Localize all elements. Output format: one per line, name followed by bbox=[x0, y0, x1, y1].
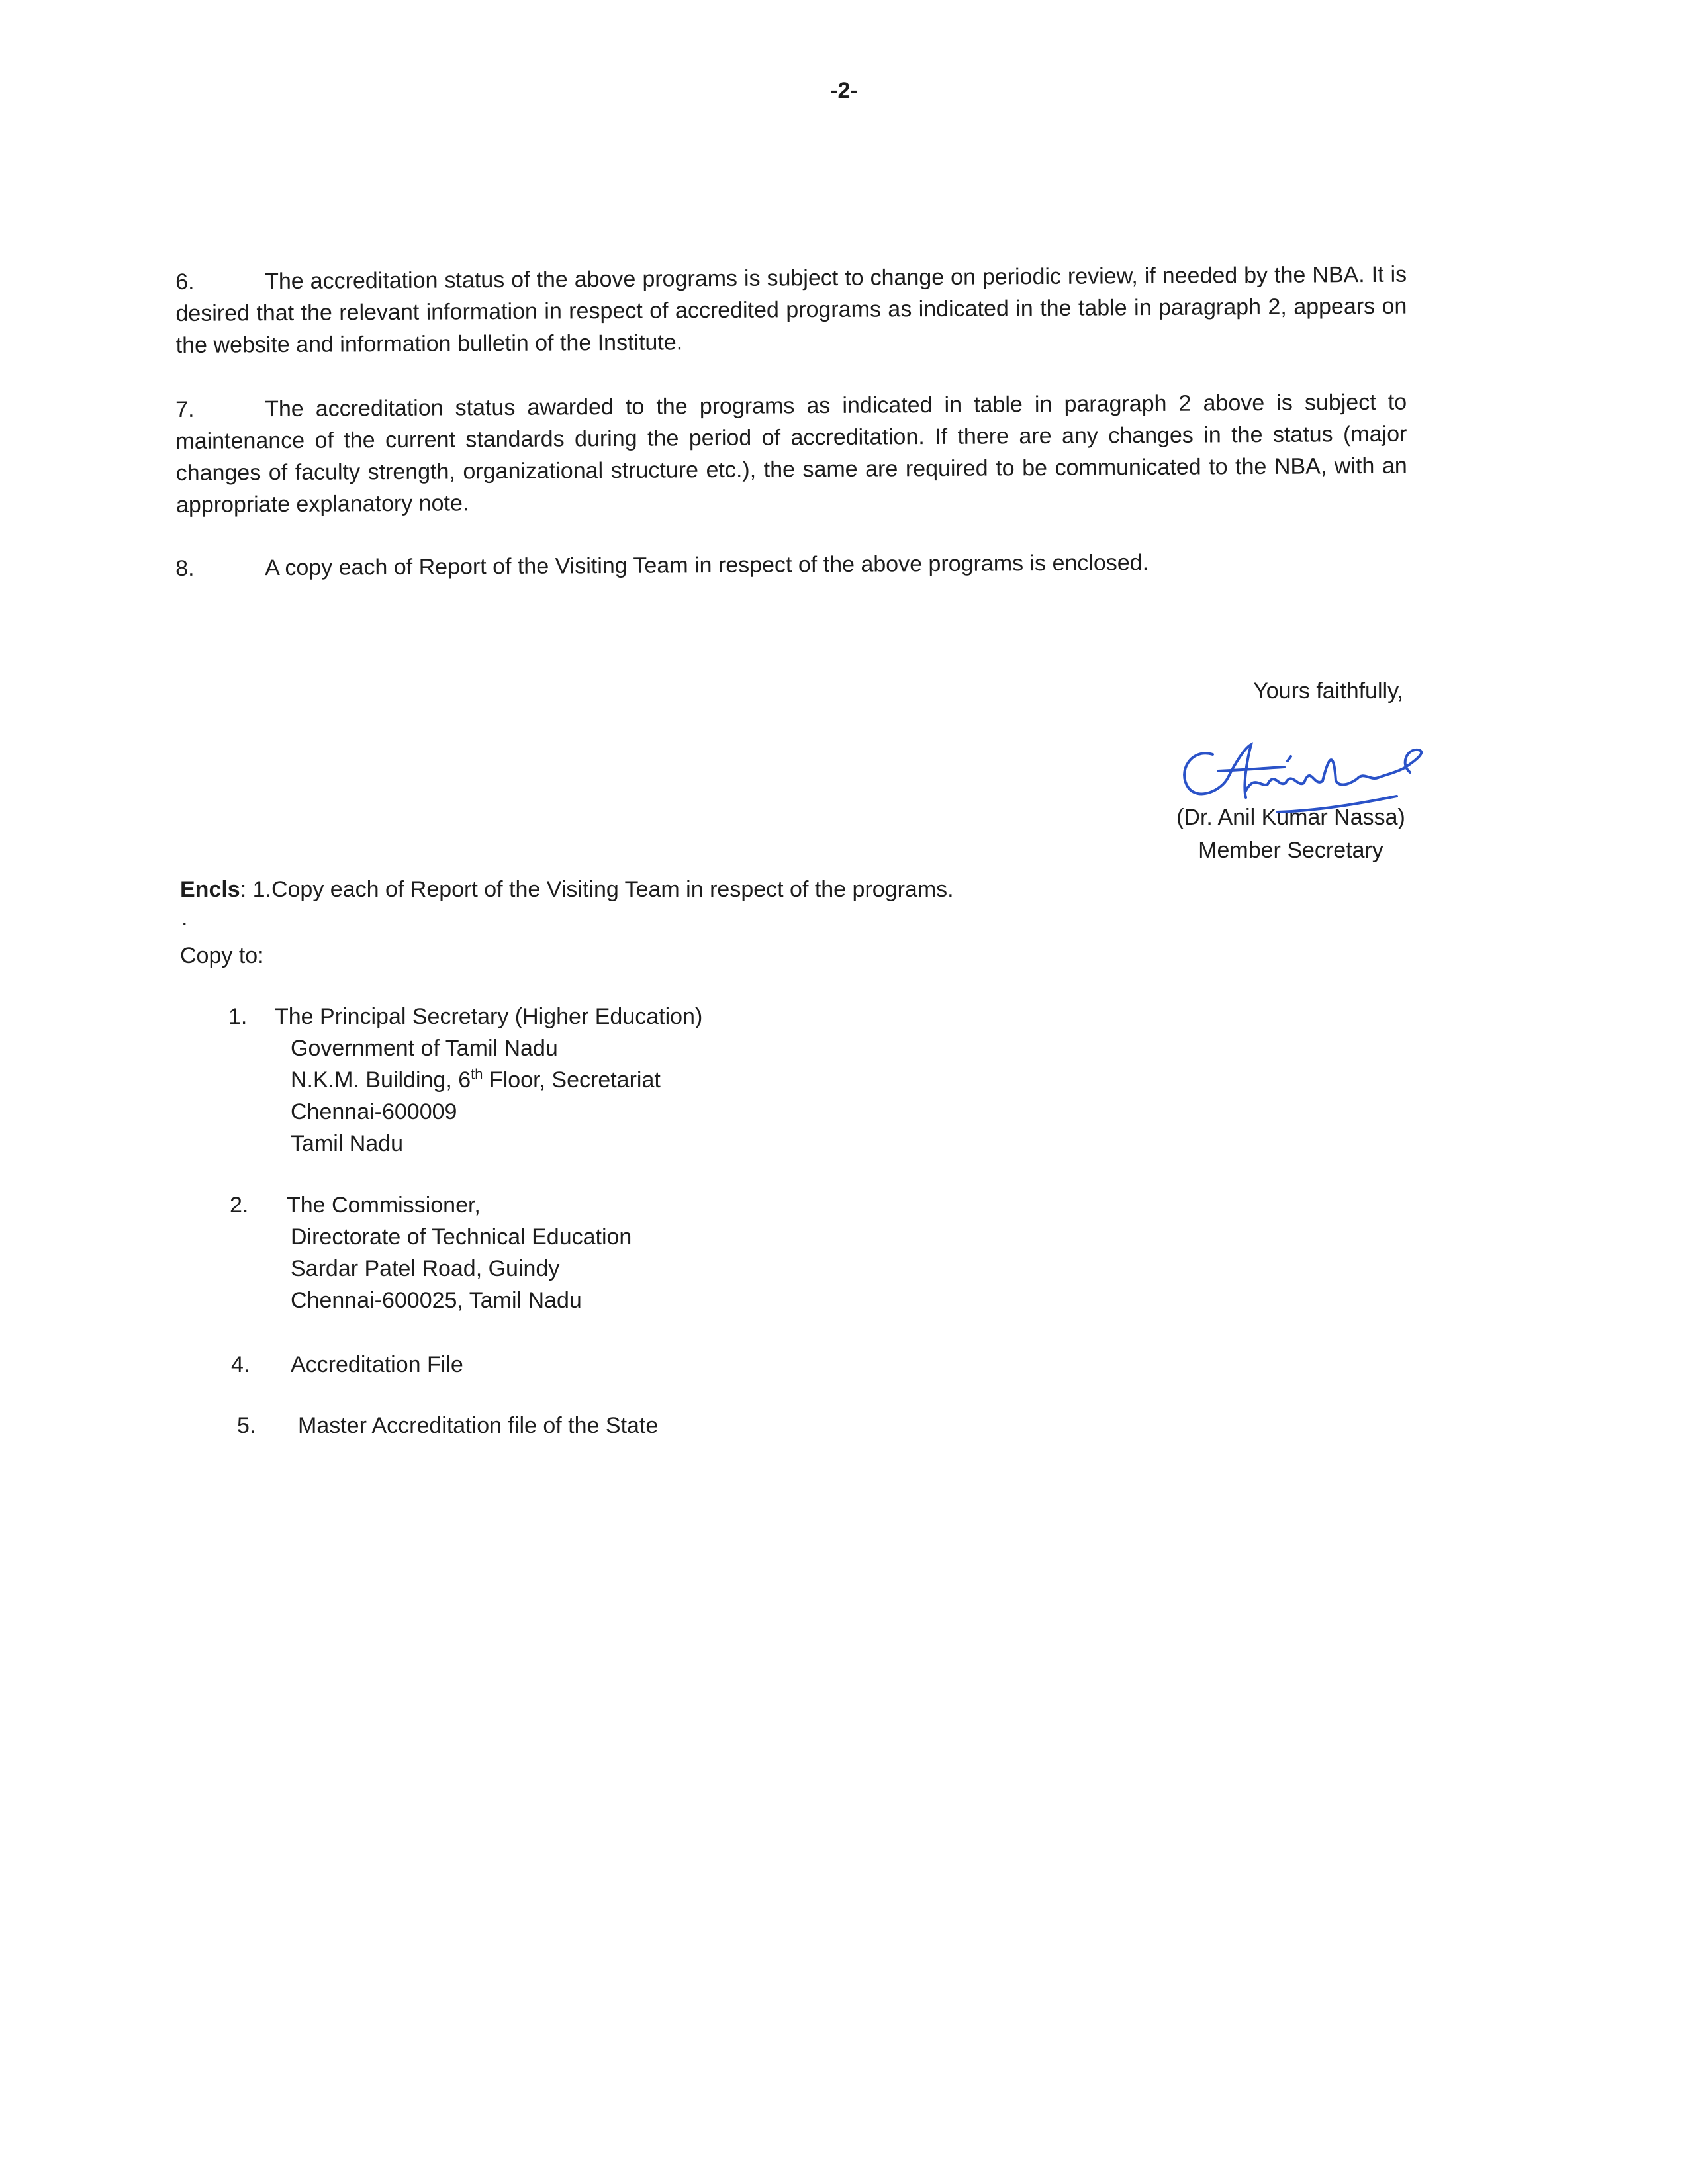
stray-mark: . bbox=[181, 905, 188, 931]
signatory-designation: Member Secretary bbox=[1198, 838, 1383, 863]
copy-to-item-number: 5. bbox=[237, 1413, 256, 1438]
copy-to-item-line: Chennai-600009 bbox=[291, 1099, 457, 1124]
copy-to-item-line: Sardar Patel Road, Guindy bbox=[291, 1256, 560, 1281]
copy-to-item-line: The Commissioner, bbox=[287, 1193, 481, 1218]
paragraph-8 bbox=[175, 545, 1407, 584]
paragraph-7 bbox=[175, 387, 1407, 521]
copy-to-label: Copy to: bbox=[180, 943, 264, 968]
paragraph-text: The accreditation status awarded to the programs as indicated in table in paragraph 2 above is subject to maintenance of the current standards during the period of accreditation. If there are any changes in the status (major changes of faculty strength, organizational structure etc.), the same are required to be communicated to the NBA, with an appropriate explanatory note. bbox=[175, 389, 1407, 518]
copy-to-item-line: N.K.M. Building, 6th Floor, Secretariat bbox=[291, 1066, 661, 1093]
enclosures-text: : 1.Copy each of Report of the Visiting Team in respect of the programs. bbox=[240, 877, 954, 902]
copy-to-item-number: 4. bbox=[231, 1352, 250, 1377]
copy-to-item-number: 1. bbox=[228, 1004, 248, 1029]
copy-to-item-line: Chennai-600025, Tamil Nadu bbox=[291, 1288, 582, 1313]
page-number: -2- bbox=[830, 78, 858, 103]
copy-to-item-line: Accreditation File bbox=[291, 1352, 463, 1377]
closing-salutation: Yours faithfully, bbox=[1253, 678, 1403, 704]
copy-to-item-line: Directorate of Technical Education bbox=[291, 1224, 632, 1250]
paragraph-text: A copy each of Report of the Visiting Team in respect of the above programs is enclosed. bbox=[265, 550, 1149, 581]
paragraph-6 bbox=[175, 259, 1407, 361]
paragraph-text: The accreditation status of the above programs is subject to change on periodic review, if needed by the NBA. It is desired that the relevant information in respect of accredited programs as indicated in the table in paragraph 2, appears on the website and information bulletin of the Institute. bbox=[175, 261, 1407, 358]
enclosures-label: Encls bbox=[180, 877, 240, 902]
signatory-block bbox=[1172, 801, 1410, 867]
copy-to-item-line: The Principal Secretary (Higher Education) bbox=[275, 1004, 703, 1029]
paragraph-number: 7. bbox=[175, 396, 195, 422]
copy-to-item-number: 2. bbox=[230, 1193, 249, 1218]
paragraph-number: 8. bbox=[175, 555, 195, 581]
enclosures bbox=[180, 874, 954, 905]
ordinal-superscript: th bbox=[471, 1066, 483, 1083]
paragraph-number: 6. bbox=[175, 269, 195, 295]
copy-to-item-line: Master Accreditation file of the State bbox=[298, 1413, 659, 1438]
signatory-name: (Dr. Anil Kumar Nassa) bbox=[1176, 805, 1405, 830]
copy-to-item-line: Tamil Nadu bbox=[291, 1131, 404, 1156]
copy-to-item-line: Government of Tamil Nadu bbox=[291, 1036, 558, 1061]
